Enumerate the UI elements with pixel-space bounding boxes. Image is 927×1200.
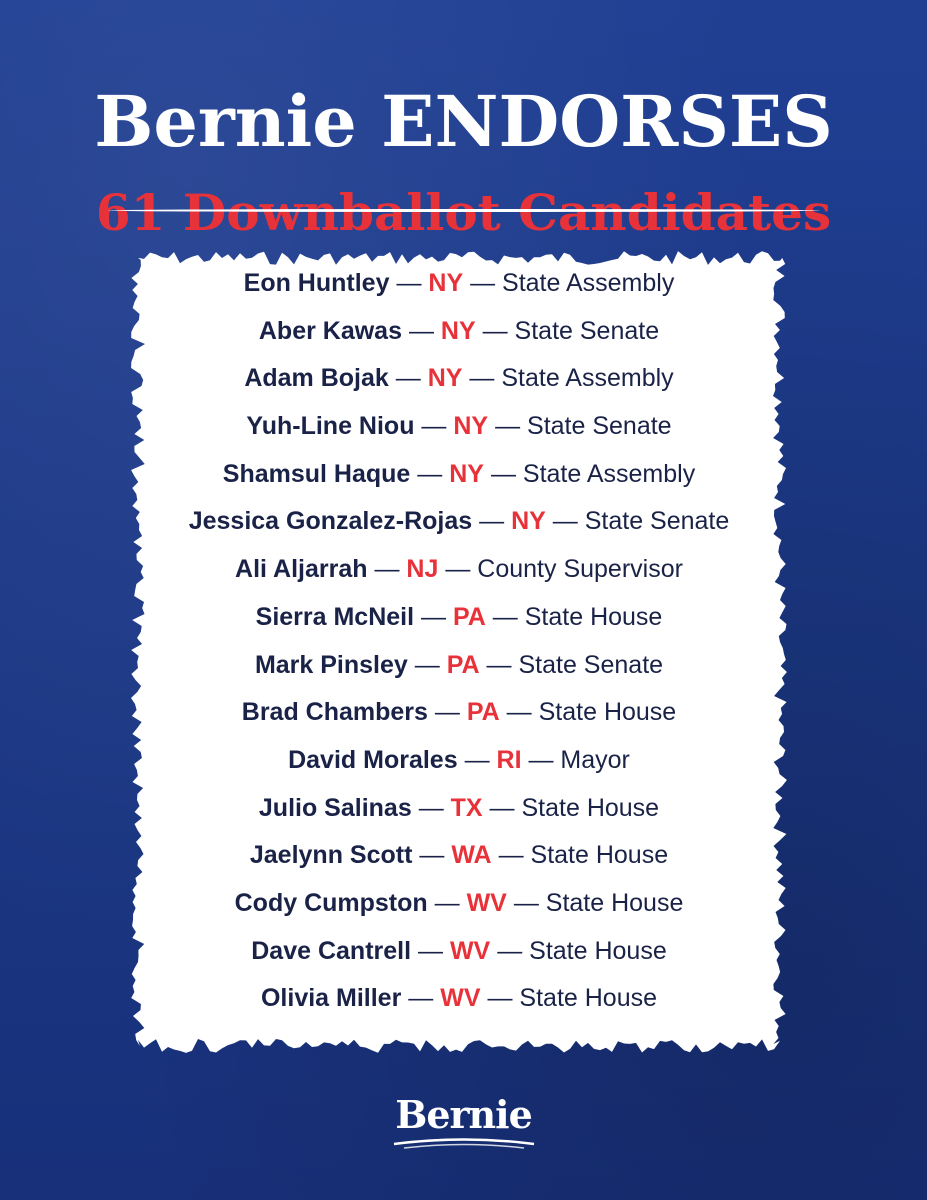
dash-separator: — [492,602,518,631]
candidate-row [128,498,790,546]
dash-separator: — [497,936,523,965]
dash-separator: — [408,316,434,345]
candidate-state: NY [440,316,476,345]
candidate-office: State House [545,888,684,917]
dash-separator: — [418,936,443,965]
candidate-row [128,642,790,690]
dash-separator: — [552,507,578,536]
candidate-state: WV [449,936,491,965]
logo-wordmark: Bernie [395,1092,532,1137]
candidate-name: Eon Huntley [243,269,390,297]
dash-separator: — [513,888,539,917]
dash-separator: — [418,793,444,822]
dash-separator: — [487,984,513,1013]
candidate-row [128,451,790,499]
candidate-name: Yuh-Line Niou [246,412,415,441]
candidate-row [128,785,790,833]
candidate-state: PA [466,698,500,727]
candidate-row [128,260,790,308]
dash-separator: — [464,745,490,774]
candidate-office: State Senate [527,412,672,441]
divider-rule [108,209,820,212]
dash-separator: — [408,984,434,1013]
candidate-name: Jessica Gonzalez-Rojas [188,507,473,536]
headline: Bernie ENDORSES [94,79,833,163]
candidate-row [128,355,790,403]
candidate-office: State House [519,984,658,1013]
candidate-row [128,975,790,1023]
candidate-name: David Morales [288,745,458,774]
dash-separator: — [421,412,447,441]
candidate-name: Aber Kawas [258,316,402,345]
candidate-row [128,928,790,976]
candidate-name: Shamsul Haque [222,459,411,488]
dash-separator: — [469,364,495,393]
candidate-row [128,403,790,451]
dash-separator: — [479,507,505,536]
candidate-office: Mayor [560,745,630,774]
dash-separator: — [414,650,440,679]
candidate-state: WV [466,888,507,917]
candidate-panel [128,248,790,1056]
dash-separator: — [486,650,512,679]
candidate-name: Jaelynn Scott [249,841,413,870]
candidate-office: State House [530,841,669,870]
candidate-office: County Supervisor [477,555,683,584]
dash-separator: — [374,555,400,584]
candidate-state: TX [450,793,483,822]
candidate-name: Dave Cantrell [251,936,412,965]
dash-separator: — [445,555,471,584]
candidate-name: Cody Cumpston [234,888,428,917]
logo-swoosh-icon [389,1137,539,1151]
candidate-state: NY [427,364,463,393]
dash-separator: — [434,888,460,917]
dash-separator: — [421,602,447,631]
candidate-name: Olivia Miller [260,984,402,1013]
candidate-name: Brad Chambers [241,698,428,727]
candidate-office: State Assembly [522,459,696,488]
candidate-office: State House [524,602,663,631]
candidate-state: NY [511,507,546,536]
dash-separator: — [498,841,524,870]
candidate-name: Adam Bojak [244,364,389,393]
candidate-office: State House [521,793,660,822]
dash-separator: — [434,698,460,727]
candidate-row [128,880,790,928]
candidate-office: State Senate [518,650,664,679]
candidate-state: NY [453,412,489,441]
candidate-name: Sierra McNeil [255,602,415,631]
candidate-row [128,308,790,356]
candidate-row [128,594,790,642]
candidate-row [128,832,790,880]
dash-separator: — [417,459,443,488]
candidate-name: Julio Salinas [258,793,412,822]
dash-separator: — [528,745,554,774]
dash-separator: — [489,793,515,822]
dash-separator: — [506,698,532,727]
dash-separator: — [495,412,521,441]
candidate-state: PA [446,650,480,679]
candidate-name: Ali Aljarrah [235,555,368,584]
candidate-row [128,546,790,594]
candidate-office: State Assembly [502,269,675,297]
candidate-office: State Senate [514,316,660,345]
candidate-state: RI [496,745,522,774]
dash-separator: — [470,269,496,297]
dash-separator: — [482,316,508,345]
candidate-state: WV [440,984,481,1013]
candidate-state: PA [452,602,486,631]
candidate-office: State House [529,936,667,965]
candidate-state: NY [449,459,484,488]
dash-separator: — [419,841,445,870]
candidate-office: State Senate [584,507,730,536]
candidate-state: WA [451,841,492,870]
candidate-list [128,260,790,1023]
subheadline: 61 Downballot Candidates [95,182,832,242]
candidate-state: NY [428,269,464,297]
dash-separator: — [396,269,422,297]
candidate-office: State House [538,698,677,727]
dash-separator: — [395,364,421,393]
candidate-row [128,737,790,785]
bernie-logo [0,1092,927,1151]
candidate-office: State Assembly [501,364,674,393]
candidate-row [128,689,790,737]
candidate-state: NJ [406,555,439,584]
candidate-name: Mark Pinsley [254,650,408,679]
dash-separator: — [490,459,516,488]
